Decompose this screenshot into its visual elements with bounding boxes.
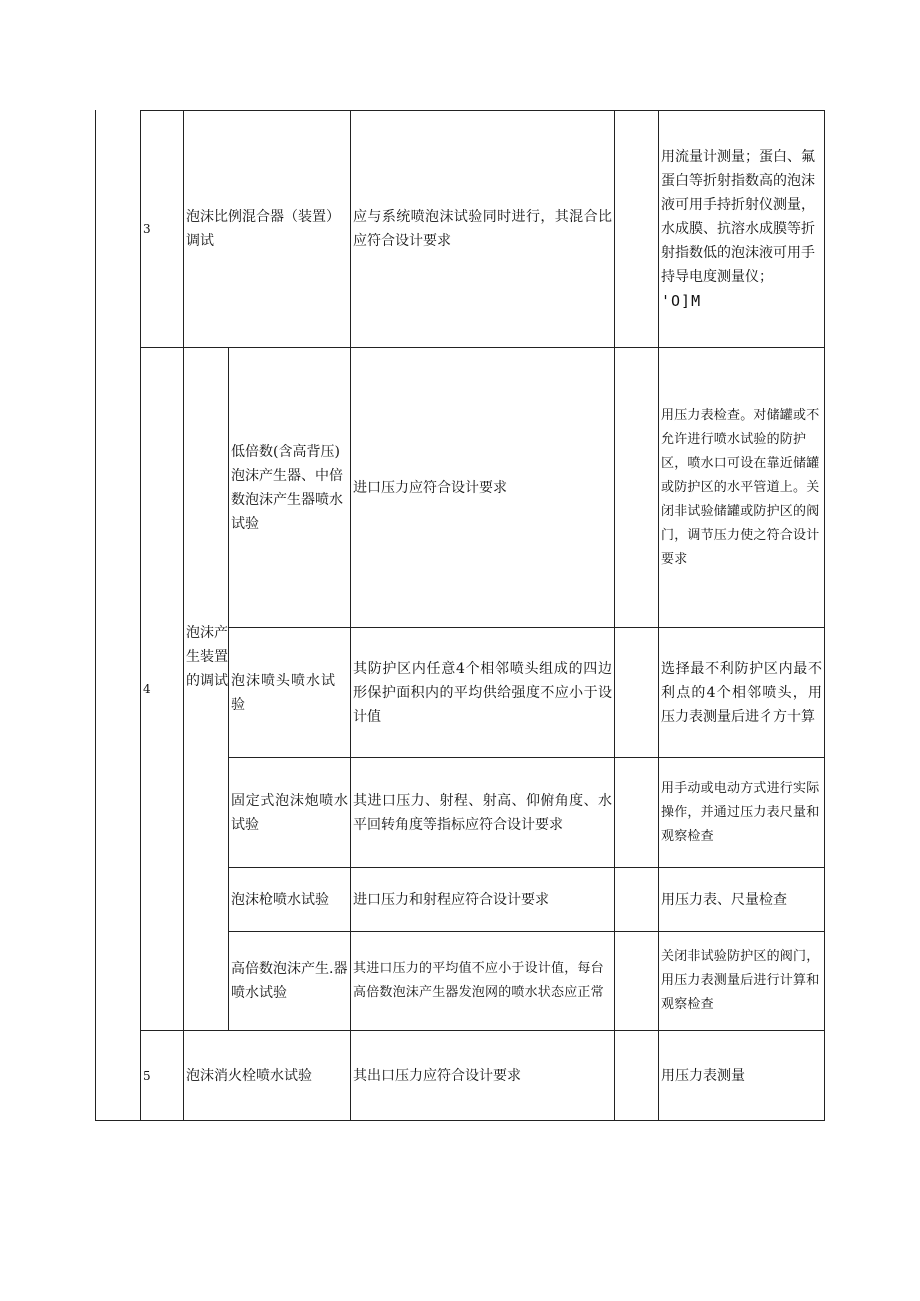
row-4-subrow-5-method: 关闭非试验防护区的阀门，用压力表测量后进行计算和观察检查 — [658, 931, 825, 1031]
row-3-requirement: 应与系统喷泡沫试验同时进行，其混合比应符合设计要求 — [350, 110, 615, 348]
row-3-method — [658, 110, 825, 348]
row-4-subrow-4-blank — [614, 867, 659, 932]
row-4-subrow-1-blank — [614, 347, 659, 628]
row-5-number: 5 — [140, 1030, 184, 1121]
row-4-subrow-2-blank — [614, 627, 659, 758]
row-4-subrow-5-blank — [614, 931, 659, 1031]
row-4-group-label: 泡沫产生装置的调试 — [186, 625, 228, 689]
row-3-method-extra: 'O]M — [661, 291, 702, 310]
row-3-method-text: 用流量计测量；蛋白、氟蛋白等折射指数高的泡沫液可用手持折射仪测量，水成膜、抗溶水成膜等折射指数低的泡沫液可用手持导电度测量仪； — [661, 148, 815, 285]
row-4-subrow-1-item: 低倍数(含高背压)泡沫产生器、中倍数泡沫产生器喷水试验 — [228, 347, 351, 628]
row-4-subrow-5-requirement: 其进口压力的平均值不应小于设计值，每台高倍数泡沫产生器发泡网的喷水状态应正常 — [350, 931, 615, 1031]
row-4-group-cell — [183, 347, 229, 1031]
row-3-number: 3 — [140, 110, 184, 348]
row-4-subrow-2-method: 选择最不利防护区内最不利点的4个相邻喷头，用压力表测量后进彳方十算 — [658, 627, 825, 758]
row-4-subrow-4-method: 用压力表、尺量检查 — [658, 867, 825, 932]
row-4-subrow-3-method: 用手动或电动方式进行实际操作，并通过压力表尺量和观察检查 — [658, 757, 825, 868]
row-4-subrow-4-item: 泡沫枪喷水试验 — [228, 867, 351, 932]
row-5-requirement: 其出口压力应符合设计要求 — [350, 1030, 615, 1121]
row-4-number: 4 — [140, 347, 184, 1031]
row-4-subrow-3-requirement: 其进口压力、射程、射高、仰俯角度、水平回转角度等指标应符合设计要求 — [350, 757, 615, 868]
row-4-subrow-2-item: 泡沫喷头喷水试验 — [228, 627, 351, 758]
row-4-subrow-1-method: 用压力表检查。对储罐或不允许进行喷水试验的防护区，喷水口可设在靠近储罐或防护区的水平管道上。关闭非试验储罐或防护区的阀门，调节压力使之符合设计要求 — [658, 347, 825, 628]
row-4-subrow-3-blank — [614, 757, 659, 868]
row-4-subrow-3-item: 固定式泡沫炮喷水试验 — [228, 757, 351, 868]
row-3-blank — [614, 110, 659, 348]
row-3-item: 泡沫比例混合器（装置）调试 — [183, 110, 351, 348]
row-4-subrow-1-requirement: 进口压力应符合设计要求 — [350, 347, 615, 628]
row-5-method: 用压力表测量 — [658, 1030, 825, 1121]
row-4-subrow-2-requirement: 其防护区内任意4个相邻喷头组成的四边形保护面积内的平均供给强度不应小于设计值 — [350, 627, 615, 758]
row-4-subrow-4-requirement: 进口压力和射程应符合设计要求 — [350, 867, 615, 932]
row-5-item: 泡沫消火栓喷水试验 — [183, 1030, 351, 1121]
row-5-blank — [614, 1030, 659, 1121]
row-4-subrow-5-item: 高倍数泡沫产生.器喷水试验 — [228, 931, 351, 1031]
